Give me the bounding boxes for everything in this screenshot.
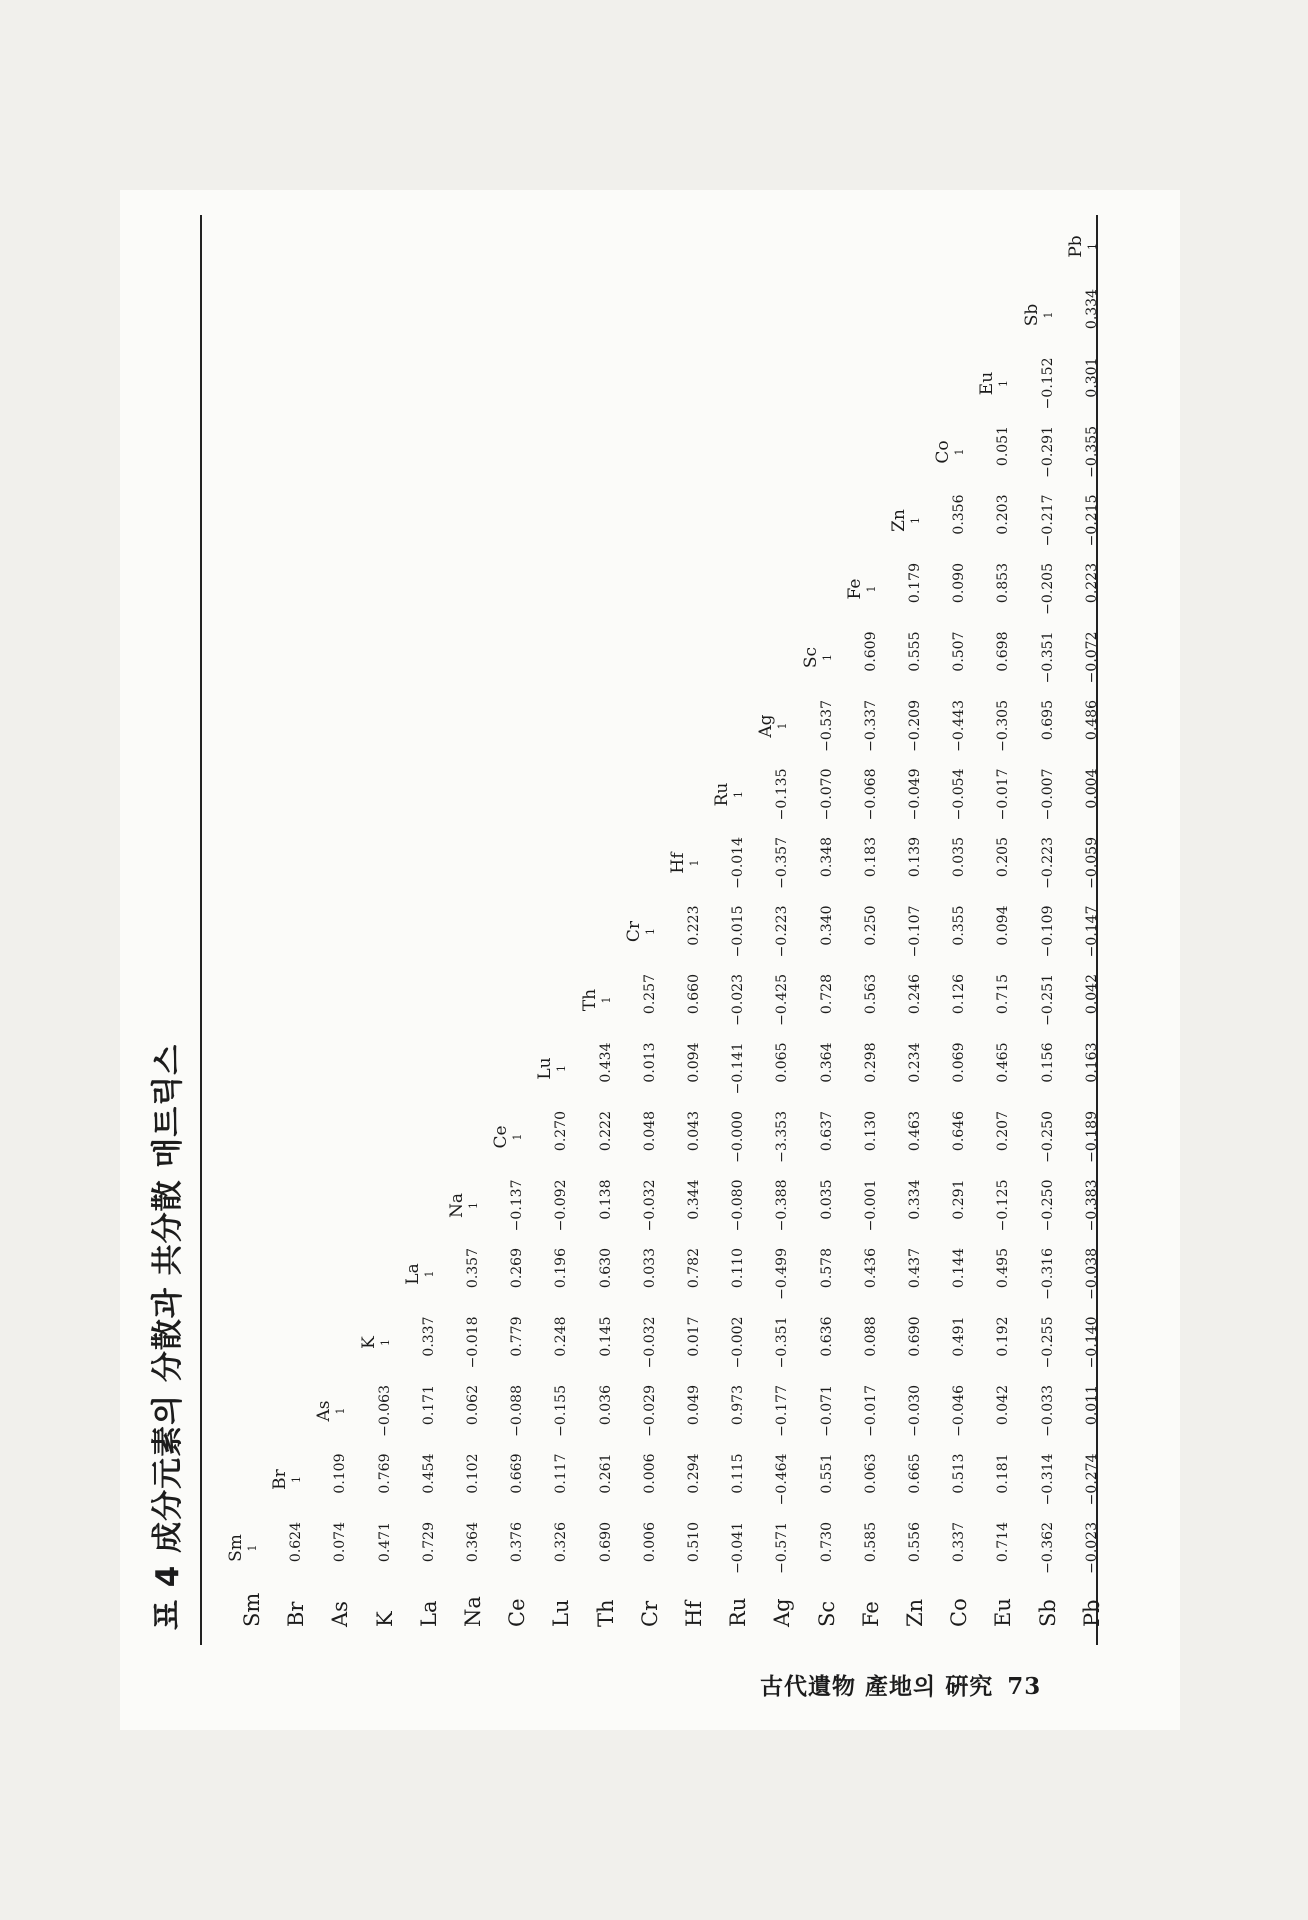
table-cell: −0.250 xyxy=(1039,1111,1056,1163)
table-cell: 0.223 xyxy=(686,905,702,946)
diagonal-element-symbol: La xyxy=(402,1263,423,1285)
table-cell: 0.471 xyxy=(376,1522,393,1563)
table-cell: 0.698 xyxy=(995,631,1012,672)
diagonal-cell-br xyxy=(270,1450,310,1510)
table-cell: 0.357 xyxy=(465,1248,481,1289)
table-cell: 0.130 xyxy=(862,1111,879,1152)
table-cell: 0.853 xyxy=(995,563,1012,604)
table-cell: 0.006 xyxy=(641,1522,658,1563)
rotated-table-area xyxy=(140,215,1120,1645)
diagonal-element-symbol: Hf xyxy=(668,852,688,874)
table-cell: 0.769 xyxy=(376,1453,393,1494)
table-cell: 0.729 xyxy=(420,1522,437,1563)
table-cell: 0.463 xyxy=(907,1111,923,1152)
table-cell: −0.141 xyxy=(730,1042,747,1095)
table-cell: 0.179 xyxy=(907,563,923,604)
row-label-la: La xyxy=(416,1600,441,1627)
table-cell: 0.043 xyxy=(686,1111,702,1152)
table-cell: 0.013 xyxy=(641,1042,658,1083)
table-cell: −0.177 xyxy=(774,1385,791,1437)
diagonal-value: 1 xyxy=(467,1202,480,1209)
diagonal-element-symbol: Cr xyxy=(623,920,644,943)
table-cell: 0.646 xyxy=(951,1111,968,1152)
table-cell: −0.072 xyxy=(1083,631,1100,684)
row-label-th: Th xyxy=(593,1599,618,1627)
diagonal-cell-ce xyxy=(491,1107,531,1167)
diagonal-value: 1 xyxy=(1041,311,1055,319)
table-cell: 0.203 xyxy=(995,494,1012,535)
diagonal-value: 1 xyxy=(290,1476,304,1483)
table-cell: −0.215 xyxy=(1083,494,1100,547)
table-cell: 0.695 xyxy=(1039,700,1056,741)
table-cell: 0.437 xyxy=(907,1248,923,1289)
diagonal-cell-lu xyxy=(535,1039,575,1099)
table-cell: −0.255 xyxy=(1039,1316,1056,1369)
table-cell: −0.125 xyxy=(995,1179,1012,1232)
table-cell: 0.094 xyxy=(995,905,1012,946)
table-cell: 0.139 xyxy=(907,837,923,878)
table-title: 표 4 成分元素의 分散과 共分散 매트릭스 xyxy=(150,1043,186,1630)
table-cell: 0.223 xyxy=(1083,563,1100,604)
table-cell: −0.041 xyxy=(730,1522,747,1574)
table-cell: −3.353 xyxy=(774,1111,791,1163)
table-cell: 0.609 xyxy=(862,631,879,672)
diagonal-value: 1 xyxy=(422,1270,436,1278)
row-label-as: As xyxy=(328,1601,353,1627)
table-cell: −0.223 xyxy=(774,905,791,958)
table-cell: 0.051 xyxy=(995,426,1012,467)
diagonal-value: 1 xyxy=(864,585,878,593)
table-cell: 0.171 xyxy=(420,1385,437,1426)
row-label-ag: Ag xyxy=(770,1598,795,1627)
table-top-rule xyxy=(200,215,202,1645)
table-cell: 0.660 xyxy=(686,974,702,1015)
table-cell: 0.779 xyxy=(509,1316,526,1357)
table-cell: −0.537 xyxy=(818,700,835,752)
table-cell: 0.364 xyxy=(818,1042,835,1083)
table-cell: 0.294 xyxy=(686,1453,702,1494)
table-cell: 0.637 xyxy=(818,1111,835,1152)
table-cell: −0.189 xyxy=(1083,1111,1100,1163)
table-cell: −0.032 xyxy=(641,1316,658,1369)
table-cell: 0.291 xyxy=(951,1179,968,1220)
table-cell: 0.465 xyxy=(995,1042,1012,1083)
table-cell: 0.563 xyxy=(862,974,879,1015)
table-cell: −0.063 xyxy=(376,1385,393,1437)
row-label-zn: Zn xyxy=(903,1598,927,1627)
table-cell: −0.014 xyxy=(730,837,747,889)
table-cell: 0.551 xyxy=(818,1453,835,1494)
diagonal-cell-hf xyxy=(668,833,708,893)
table-cell: 0.088 xyxy=(862,1316,879,1357)
table-cell: 0.004 xyxy=(1083,768,1100,809)
table-cell: 0.337 xyxy=(951,1522,968,1563)
row-label-fe: Fe xyxy=(858,1601,883,1627)
row-label-ru: Ru xyxy=(726,1597,751,1627)
diagonal-element-symbol: Ag xyxy=(756,714,777,738)
table-cell: −0.152 xyxy=(1039,357,1056,410)
table-cell: −0.140 xyxy=(1083,1316,1100,1369)
table-cell: −0.205 xyxy=(1039,563,1056,615)
page-footer xyxy=(760,1668,1041,1701)
table-cell: 0.690 xyxy=(907,1316,923,1357)
diagonal-value: 1 xyxy=(732,791,746,798)
diagonal-element-symbol: As xyxy=(314,1400,335,1422)
table-cell: 0.298 xyxy=(862,1042,879,1083)
table-cell: −0.029 xyxy=(641,1385,658,1437)
table-cell: 0.207 xyxy=(995,1111,1012,1152)
table-cell: 0.090 xyxy=(951,563,968,604)
table-cell: −0.088 xyxy=(509,1385,526,1437)
table-cell: 0.036 xyxy=(597,1385,614,1426)
row-label-sb: Sb xyxy=(1035,1599,1060,1627)
table-cell: −0.250 xyxy=(1039,1179,1056,1232)
diagonal-value: 1 xyxy=(776,722,790,730)
row-label-sc: Sc xyxy=(814,1600,839,1627)
table-cell: 0.782 xyxy=(686,1248,702,1289)
table-cell: 0.454 xyxy=(420,1453,437,1494)
table-cell: 0.376 xyxy=(509,1522,526,1563)
table-cell: 0.205 xyxy=(995,837,1012,878)
row-label-k: K xyxy=(372,1611,397,1627)
table-cell: 0.730 xyxy=(818,1522,835,1563)
diagonal-cell-th xyxy=(580,970,620,1030)
diagonal-cell-na xyxy=(447,1176,487,1236)
diagonal-cell-pb xyxy=(1066,217,1106,277)
diagonal-value: 1 xyxy=(511,1133,525,1141)
table-cell: 0.344 xyxy=(686,1179,702,1220)
table-cell: 0.069 xyxy=(951,1042,968,1083)
row-label-cr: Cr xyxy=(637,1600,662,1627)
table-cell: 0.513 xyxy=(951,1453,968,1494)
table-cell: −0.007 xyxy=(1039,768,1056,821)
table-cell: 0.017 xyxy=(686,1316,702,1357)
table-cell: −0.464 xyxy=(774,1453,791,1506)
table-cell: 0.555 xyxy=(907,631,923,672)
table-cell: 0.973 xyxy=(730,1385,747,1426)
table-cell: 0.715 xyxy=(995,974,1012,1015)
table-cell: 0.234 xyxy=(907,1042,923,1083)
table-cell: 0.665 xyxy=(907,1453,923,1494)
table-cell: 0.062 xyxy=(465,1385,481,1426)
table-cell: 0.556 xyxy=(907,1522,923,1563)
row-label-ce: Ce xyxy=(505,1598,530,1627)
table-cell: 0.163 xyxy=(1083,1042,1100,1083)
diagonal-cell-cr xyxy=(624,902,664,962)
table-cell: 0.117 xyxy=(553,1453,570,1494)
table-cell: −0.443 xyxy=(951,700,968,752)
table-cell: −0.291 xyxy=(1039,426,1056,478)
table-cell: 0.690 xyxy=(597,1522,614,1563)
diagonal-cell-sm xyxy=(226,1518,266,1578)
table-cell: 0.181 xyxy=(995,1453,1012,1494)
table-cell: 0.301 xyxy=(1083,357,1100,398)
table-cell: 0.006 xyxy=(641,1453,658,1494)
diagonal-element-symbol: Pb xyxy=(1065,235,1086,258)
diagonal-element-symbol: Eu xyxy=(977,371,998,396)
table-cell: 0.145 xyxy=(597,1316,614,1357)
table-cell: 0.728 xyxy=(818,974,835,1015)
table-cell: −0.049 xyxy=(907,768,923,821)
table-cell: −0.071 xyxy=(818,1385,835,1437)
table-cell: −0.147 xyxy=(1083,905,1100,958)
table-cell: −0.033 xyxy=(1039,1385,1056,1437)
table-cell: 0.035 xyxy=(951,837,968,878)
table-cell: 0.042 xyxy=(995,1385,1012,1426)
table-cell: −0.002 xyxy=(730,1316,747,1369)
diagonal-element-symbol: Sb xyxy=(1021,303,1042,327)
table-cell: 0.507 xyxy=(951,631,968,672)
diagonal-cell-k xyxy=(359,1313,399,1373)
diagonal-element-symbol: Lu xyxy=(535,1057,556,1080)
diagonal-element-symbol: Sc xyxy=(800,646,821,669)
table-cell: 0.334 xyxy=(1083,289,1100,330)
table-cell: 0.156 xyxy=(1039,1042,1056,1083)
diagonal-cell-eu xyxy=(977,354,1017,414)
table-cell: 0.063 xyxy=(862,1453,879,1494)
table-cell: 0.269 xyxy=(509,1248,526,1289)
table-cell: −0.054 xyxy=(951,768,968,821)
table-cell: 0.585 xyxy=(862,1522,879,1563)
table-cell: 0.495 xyxy=(995,1248,1012,1289)
diagonal-cell-fe xyxy=(845,559,885,619)
table-cell: −0.080 xyxy=(730,1179,747,1232)
table-cell: −0.015 xyxy=(730,905,747,958)
table-cell: 0.348 xyxy=(818,837,835,878)
table-cell: 0.624 xyxy=(288,1522,305,1563)
table-cell: −0.351 xyxy=(774,1316,791,1369)
table-cell: 0.192 xyxy=(995,1316,1012,1357)
table-cell: −0.274 xyxy=(1083,1453,1100,1506)
table-cell: 0.035 xyxy=(818,1179,835,1220)
table-cell: −0.018 xyxy=(465,1316,481,1369)
table-cell: −0.388 xyxy=(774,1179,791,1232)
table-cell: −0.316 xyxy=(1039,1248,1056,1300)
row-label-co: Co xyxy=(947,1598,972,1627)
table-cell: 0.270 xyxy=(553,1111,570,1152)
table-cell: −0.337 xyxy=(862,700,879,752)
diagonal-value: 1 xyxy=(688,859,701,867)
table-cell: 0.340 xyxy=(818,905,835,946)
table-cell: −0.038 xyxy=(1083,1248,1100,1300)
table-cell: −0.059 xyxy=(1083,837,1100,889)
table-cell: −0.109 xyxy=(1039,905,1056,958)
table-cell: 0.183 xyxy=(862,837,879,878)
table-cell: 0.434 xyxy=(597,1042,614,1083)
table-cell: 0.102 xyxy=(465,1453,481,1494)
table-cell: −0.046 xyxy=(951,1385,968,1437)
diagonal-value: 1 xyxy=(909,517,922,524)
diagonal-cell-as xyxy=(314,1381,354,1441)
table-cell: 0.436 xyxy=(862,1248,879,1289)
table-cell: −0.383 xyxy=(1083,1179,1100,1232)
diagonal-value: 1 xyxy=(1085,243,1099,250)
table-cell: 0.094 xyxy=(686,1042,702,1083)
covariance-table xyxy=(140,215,1120,1645)
table-cell: −0.068 xyxy=(862,768,879,821)
row-label-br: Br xyxy=(284,1601,309,1627)
table-cell: 0.714 xyxy=(995,1522,1012,1563)
diagonal-element-symbol: Zn xyxy=(889,509,909,532)
table-cell: 0.337 xyxy=(420,1316,437,1357)
diagonal-value: 1 xyxy=(599,996,613,1004)
table-cell: −0.030 xyxy=(907,1385,923,1437)
table-cell: −0.070 xyxy=(818,768,835,821)
page-number: 73 xyxy=(1007,1673,1042,1700)
table-cell: 0.356 xyxy=(951,494,968,535)
table-cell: −0.107 xyxy=(907,905,923,958)
diagonal-cell-ag xyxy=(756,696,796,756)
table-cell: −0.017 xyxy=(995,768,1012,821)
diagonal-cell-ru xyxy=(712,765,752,825)
table-cell: 0.636 xyxy=(818,1316,835,1357)
table-cell: 0.049 xyxy=(686,1385,702,1426)
diagonal-value: 1 xyxy=(246,1544,259,1552)
table-cell: 0.630 xyxy=(597,1248,614,1289)
diagonal-cell-sb xyxy=(1022,285,1062,345)
table-cell: 0.491 xyxy=(951,1316,968,1357)
table-cell: 0.065 xyxy=(774,1042,791,1083)
running-title: 古代遺物 產地의 硏究 xyxy=(760,1674,994,1700)
table-cell: −0.355 xyxy=(1083,426,1100,478)
table-cell: −0.571 xyxy=(774,1522,791,1574)
table-cell: 0.048 xyxy=(641,1111,658,1152)
table-cell: −0.305 xyxy=(995,700,1012,752)
row-label-na: Na xyxy=(461,1596,485,1627)
row-label-pb: Pb xyxy=(1079,1599,1104,1627)
table-cell: 0.248 xyxy=(553,1316,570,1357)
table-cell: −0.499 xyxy=(774,1248,791,1300)
table-cell: −0.000 xyxy=(730,1111,747,1163)
diagonal-value: 1 xyxy=(643,928,657,935)
table-cell: 0.144 xyxy=(951,1248,968,1289)
table-cell: 0.074 xyxy=(332,1522,349,1563)
diagonal-value: 1 xyxy=(378,1339,392,1346)
table-cell: 0.257 xyxy=(641,974,658,1015)
table-cell: −0.217 xyxy=(1039,494,1056,547)
diagonal-value: 1 xyxy=(555,1065,569,1072)
table-cell: 0.138 xyxy=(597,1179,614,1220)
table-cell: 0.042 xyxy=(1083,974,1100,1015)
diagonal-element-symbol: Co xyxy=(933,440,954,464)
table-cell: −0.314 xyxy=(1039,1453,1056,1506)
table-cell: 0.126 xyxy=(951,974,968,1015)
table-cell: −0.023 xyxy=(730,974,747,1026)
table-cell: 0.364 xyxy=(465,1522,481,1563)
diagonal-cell-sc xyxy=(801,628,841,688)
diagonal-element-symbol: K xyxy=(358,1336,379,1349)
table-cell: −0.351 xyxy=(1039,631,1056,684)
table-cell: 0.222 xyxy=(597,1111,614,1152)
table-cell: 0.486 xyxy=(1083,700,1100,741)
table-cell: 0.261 xyxy=(597,1453,614,1494)
diagonal-cell-la xyxy=(403,1244,443,1304)
table-cell: −0.001 xyxy=(862,1179,879,1232)
diagonal-element-symbol: Na xyxy=(447,1193,467,1219)
row-label-eu: Eu xyxy=(991,1598,1016,1627)
table-cell: 0.033 xyxy=(641,1248,658,1289)
table-cell: −0.137 xyxy=(509,1179,526,1232)
diagonal-element-symbol: Br xyxy=(270,1469,291,1490)
diagonal-value: 1 xyxy=(334,1407,348,1415)
table-cell: 0.510 xyxy=(686,1522,702,1563)
table-cell: 0.334 xyxy=(907,1179,923,1220)
diagonal-cell-zn xyxy=(889,491,929,551)
table-cell: 0.011 xyxy=(1083,1385,1100,1426)
table-cell: −0.223 xyxy=(1039,837,1056,889)
table-cell: −0.357 xyxy=(774,837,791,889)
table-cell: −0.209 xyxy=(907,700,923,752)
table-cell: 0.326 xyxy=(553,1522,570,1563)
row-label-sm: Sm xyxy=(240,1592,264,1627)
table-cell: −0.023 xyxy=(1083,1522,1100,1574)
diagonal-value: 1 xyxy=(953,448,967,456)
table-cell: −0.362 xyxy=(1039,1522,1056,1574)
table-cell: 0.115 xyxy=(730,1453,747,1494)
diagonal-element-symbol: Ce xyxy=(491,1125,512,1149)
diagonal-element-symbol: Ru xyxy=(712,782,733,807)
table-cell: 0.669 xyxy=(509,1453,526,1494)
diagonal-element-symbol: Sm xyxy=(226,1534,246,1562)
table-cell: −0.251 xyxy=(1039,974,1056,1026)
table-cell: 0.355 xyxy=(951,905,968,946)
diagonal-cell-co xyxy=(933,422,973,482)
table-cell: −0.135 xyxy=(774,768,791,821)
table-cell: −0.092 xyxy=(553,1179,570,1232)
table-cell: −0.425 xyxy=(774,974,791,1026)
diagonal-element-symbol: Th xyxy=(579,988,600,1012)
table-cell: 0.578 xyxy=(818,1248,835,1289)
table-cell: −0.032 xyxy=(641,1179,658,1232)
table-cell: 0.110 xyxy=(730,1248,747,1289)
table-cell: 0.109 xyxy=(332,1453,349,1494)
table-cell: 0.196 xyxy=(553,1248,570,1289)
diagonal-value: 1 xyxy=(997,380,1011,387)
diagonal-element-symbol: Fe xyxy=(844,578,865,600)
row-label-hf: Hf xyxy=(682,1600,706,1627)
row-label-lu: Lu xyxy=(549,1599,574,1627)
diagonal-value: 1 xyxy=(820,654,834,661)
table-cell: −0.017 xyxy=(862,1385,879,1437)
table-cell: 0.250 xyxy=(862,905,879,946)
table-cell: −0.155 xyxy=(553,1385,570,1437)
table-cell: 0.246 xyxy=(907,974,923,1015)
